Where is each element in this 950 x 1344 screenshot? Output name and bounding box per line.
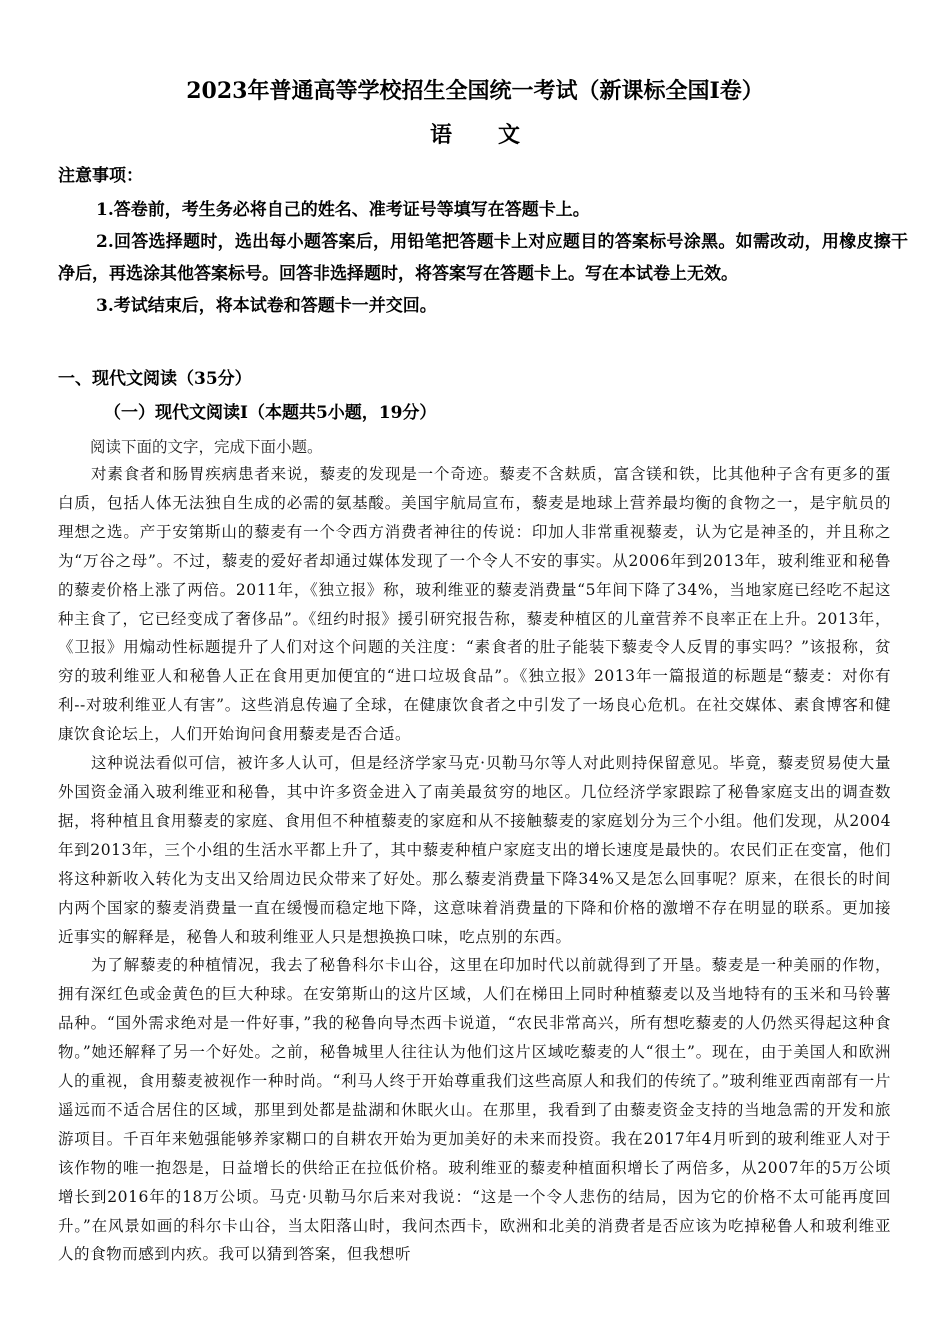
subject-title: 语文 — [429, 122, 566, 148]
subsection-heading: （一）现代文阅读Ⅰ（本题共5小题，19分） — [104, 403, 437, 423]
section-heading: 一、现代文阅读（35分） — [58, 369, 252, 389]
notice-item-1: 1.答卷前，考生务必将自己的姓名、准考证号等填写在答题卡上。 — [96, 200, 590, 220]
notice-heading: 注意事项： — [58, 166, 143, 186]
notice-item-2: 2.回答选择题时，选出每小题答案后，用铅笔把答题卡上对应题目的答案标号涂黑。如需改动，用橡皮擦干净后，再选涂其他答案标号。回答非选择题时，将答案写在答题卡上。写在本试卷上无效。 — [58, 232, 908, 284]
passage-paragraph-3: 为了解藜麦的种植情况，我去了秘鲁科尔卡山谷，这里在印加时代以前就得到了开垦。藜麦是一种美丽的作物，拥有深红色或金黄色的巨大种球。在安第斯山的这片区域，人们在梯田上同时种植藜麦以及当地特有的玉米和马铃薯品种。“国外需求绝对是一件好事，”我的秘鲁向导杰西卡说道，“农民非常高兴，所有想吃藜麦的人仍然买得起这种食物。”她还解释了另一个好处。之前，秘鲁城里人往往认为他们这片区域吃藜麦的人“很土”。现在，由于美国人和欧洲人的重视，食用藜麦被视作一种时尚。“利马人终于开始尊重我们这些高原人和我们的传统了。”玻利维亚西南部有一片遥远而不适合居住的区域，那里到处都是盐湖和休眠火山。在那里，我看到了由藜麦资金支持的当地急需的开发和旅游项目。千百年来勉强能够养家糊口的自耕农开始为更加美好的未来而投资。我在2017年4月听到的玻利维亚人对于该作物的唯一抱怨是，日益增长的供给正在拉低价格。玻利维亚的藜麦种植面积增长了两倍多，从2007年的5万公顷增长到2016年的18万公顷。马克·贝勒马尔后来对我说：“这是一个令人悲伤的结局，因为它的价格不太可能再度回升。”在风景如画的科尔卡山谷，当太阳落山时，我问杰西卡，欧洲和北美的消费者是否应该为吃掉秘鲁人和玻利维亚人的食物而感到内疚。我可以猜到答案，但我想听 — [58, 956, 891, 1264]
exam-title: 2023年普通高等学校招生全国统一考试（新课标全国Ⅰ卷） — [186, 78, 764, 104]
passage-paragraph-1: 对素食者和肠胃疾病患者来说，藜麦的发现是一个奇迹。藜麦不含麸质，富含镁和铁，比其他种子含有更多的蛋白质，包括人体无法独自生成的必需的氨基酸。美国宇航局宣布，藜麦是地球上营养最均衡的食物之一，是宇航员的理想之选。产于安第斯山的藜麦有一个令西方消费者神往的传说：印加人非常重视藜麦，认为它是神圣的，并且称之为“万谷之母”。不过，藜麦的爱好者却通过媒体发现了一个令人不安的事实。从2006年到2013年，玻利维亚和秘鲁的藜麦价格上涨了两倍。2011年，《独立报》称，玻利维亚的藜麦消费量“5年间下降了34%，当地家庭已经吃不起这种主食了，它已经变成了奢侈品”。《纽约时报》援引研究报告称，藜麦种植区的儿童营养不良率正在上升。2013年，《卫报》用煽动性标题提升了人们对这个问题的关注度：“素食者的肚子能装下藜麦令人反胃的事实吗？”该报称，贫穷的玻利维亚人和秘鲁人正在食用更加便宜的“进口垃圾食品”。《独立报》2013年一篇报道的标题是“藜麦：对你有利--对玻利维亚人有害”。这些消息传遍了全球，在健康饮食者之中引发了一场良心危机。在社交媒体、素食博客和健康饮食论坛上，人们开始询问食用藜麦是否合适。 — [58, 465, 891, 744]
notice-item-3: 3.考试结束后，将本试卷和答题卡一并交回。 — [96, 296, 437, 316]
reading-instruction: 阅读下面的文字，完成下面小题。 — [90, 438, 323, 456]
passage-paragraph-2: 这种说法看似可信，被许多人认可，但是经济学家马克·贝勒马尔等人对此则持保留意见。毕竟，藜麦贸易使大量外国资金涌入玻利维亚和秘鲁，其中许多资金进入了南美最贫穷的地区。几位经济学家跟踪了秘鲁家庭支出的调查数据，将种植且食用藜麦的家庭、食用但不种植藜麦的家庭和从不接触藜麦的家庭划分为三个小组。他们发现，从2004年到2013年，三个小组的生活水平都上升了，其中藜麦种植户家庭支出的增长速度是最快的。农民们正在变富，他们将这种新收入转化为支出又给周边民众带来了好处。那么藜麦消费量下降34%又是怎么回事呢？原来，在很长的时间内两个国家的藜麦消费量一直在缓慢而稳定地下降，这意味着消费量的下降和价格的激增不存在明显的联系。更加接近事实的解释是，秘鲁人和玻利维亚人只是想换换口味，吃点别的东西。 — [58, 754, 891, 946]
notice-block — [58, 160, 908, 322]
reading-passage — [58, 460, 891, 1269]
